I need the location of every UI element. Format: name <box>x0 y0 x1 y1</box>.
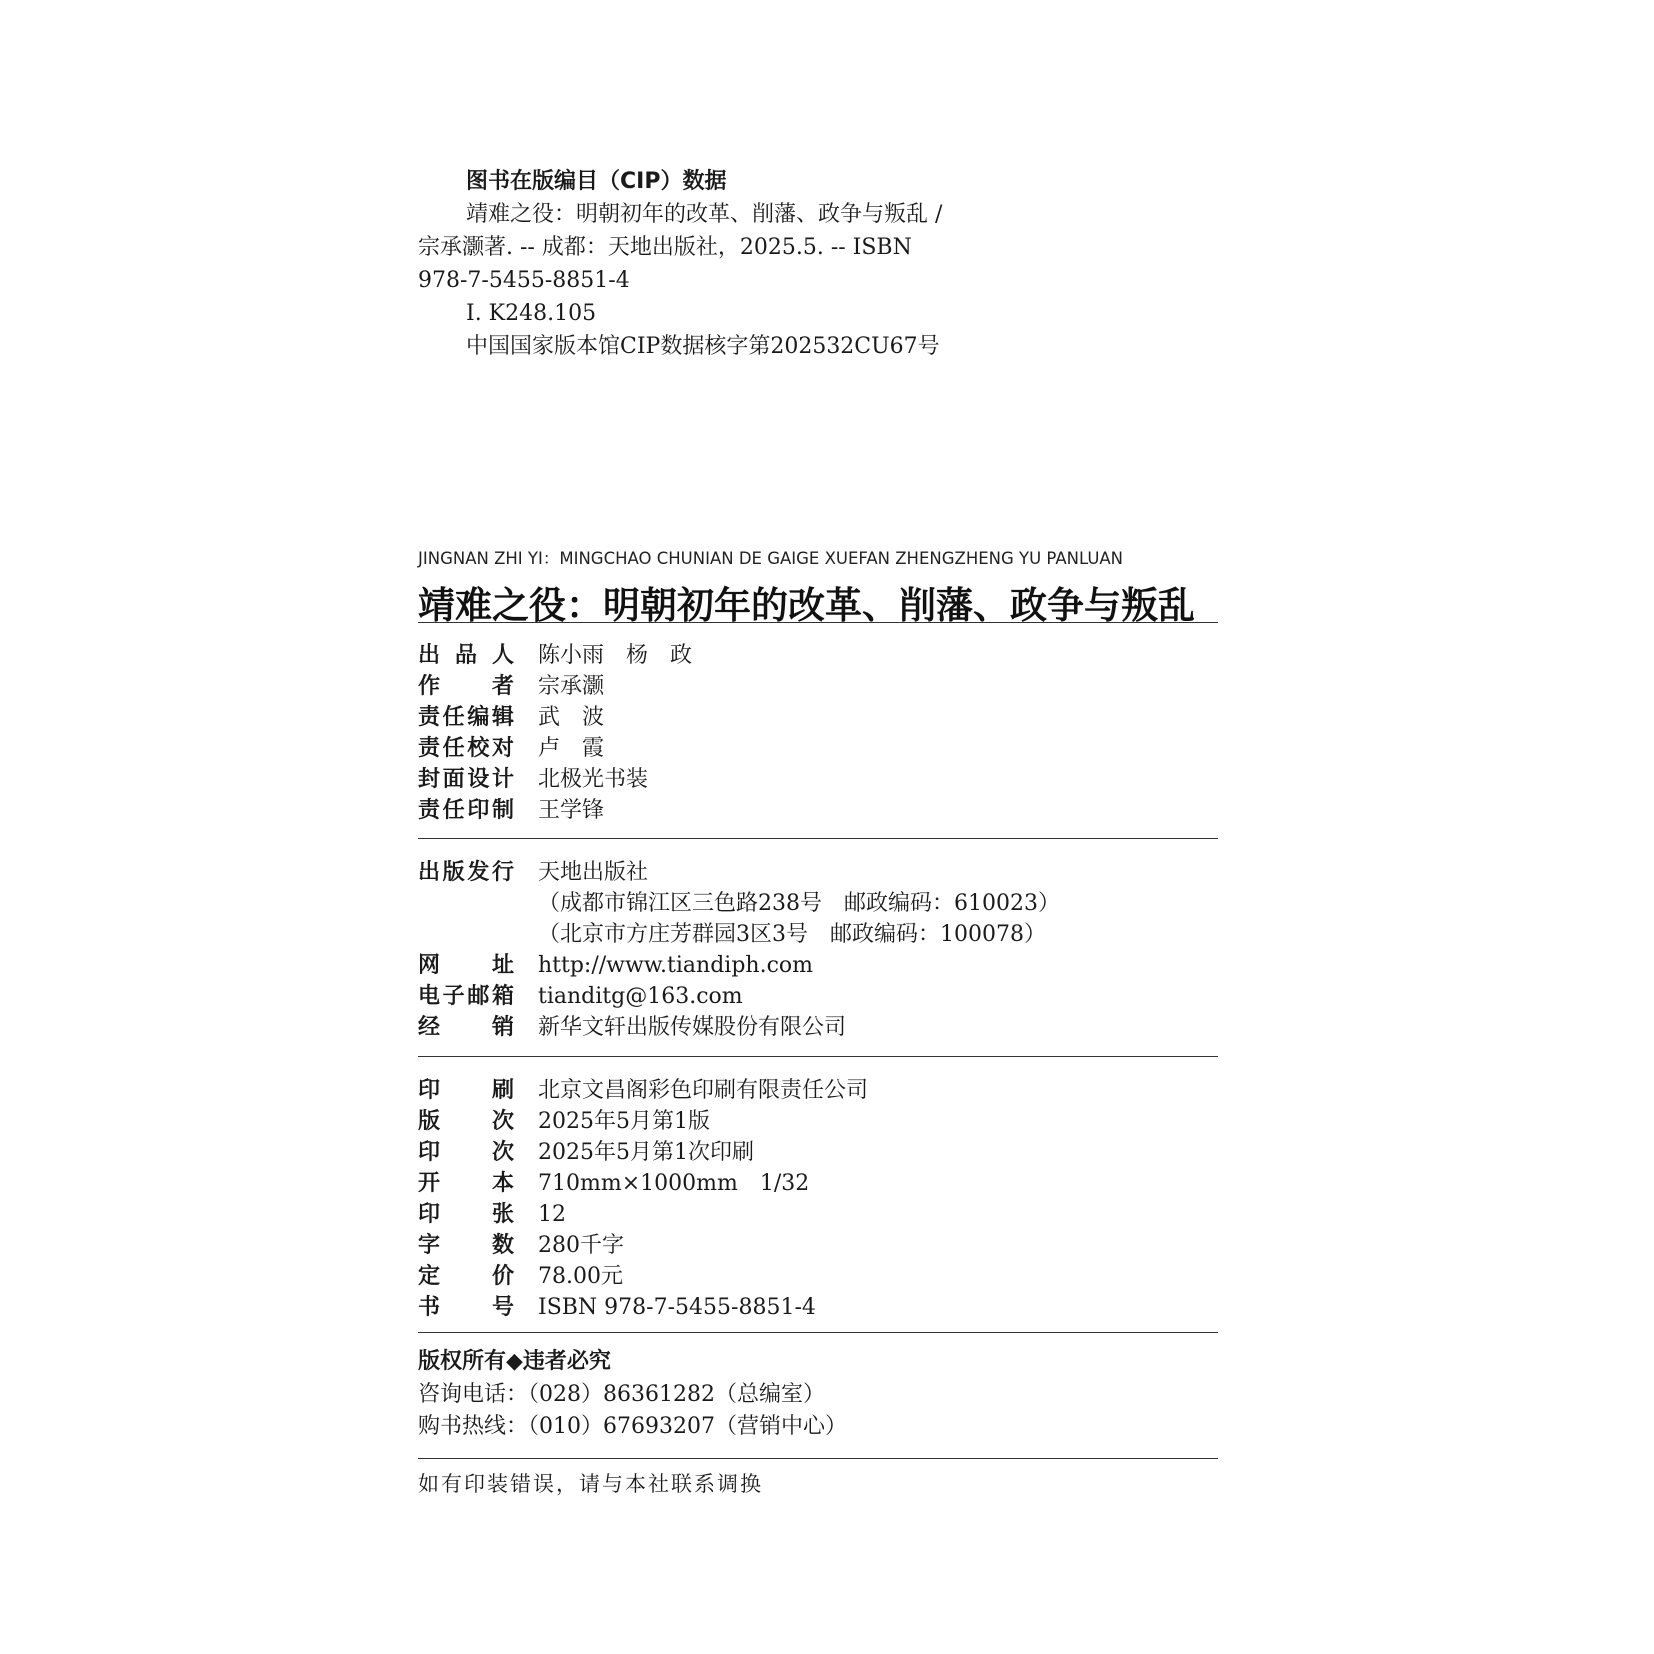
print-label: 定价 <box>418 1264 514 1289</box>
consult-phone: 咨询电话：（028）86361282（总编室） <box>418 1382 825 1407</box>
cip-block <box>418 165 1018 363</box>
website-link[interactable]: http://www.tiandiph.com <box>538 953 813 978</box>
print-value: 78.00元 <box>538 1264 623 1289</box>
divider <box>418 1332 1218 1333</box>
title-block <box>418 545 1218 629</box>
credit-row <box>418 671 1218 702</box>
email-label: 电子邮箱 <box>418 984 514 1009</box>
credit-row <box>418 733 1218 764</box>
cip-title-line: 靖难之役：明朝初年的改革、削藩、政争与叛乱 / <box>466 202 943 227</box>
credit-label: 作者 <box>418 674 514 699</box>
rights-heading: 版权所有◆违者必究 <box>418 1349 611 1374</box>
print-label: 印刷 <box>418 1078 514 1103</box>
print-row <box>418 1199 1218 1230</box>
sales-phone: 购书热线：（010）67693207（营销中心） <box>418 1414 847 1439</box>
credit-label: 责任校对 <box>418 736 514 761</box>
print-value: 2025年5月第1版 <box>538 1109 710 1134</box>
email-row <box>418 981 1218 1012</box>
cip-author-line: 宗承灏著. -- 成都：天地出版社，2025.5. -- ISBN <box>418 235 912 260</box>
print-value: 北京文昌阁彩色印刷有限责任公司 <box>538 1078 869 1103</box>
print-section <box>418 1075 1218 1323</box>
credit-row <box>418 764 1218 795</box>
print-row <box>418 1106 1218 1137</box>
print-value: ISBN 978-7-5455-8851-4 <box>538 1295 816 1320</box>
book-title: 靖难之役：明朝初年的改革、削藩、政争与叛乱 <box>418 584 1195 627</box>
cip-record-number: 中国国家版本馆CIP数据核字第202532CU67号 <box>466 334 940 359</box>
print-row <box>418 1230 1218 1261</box>
print-label: 字数 <box>418 1233 514 1258</box>
divider <box>418 1458 1218 1459</box>
credit-value: 武 波 <box>538 705 605 730</box>
cip-classification: Ⅰ. K248.105 <box>466 301 597 326</box>
print-value: 2025年5月第1次印刷 <box>538 1140 754 1165</box>
cip-isbn-line: 978-7-5455-8851-4 <box>418 268 630 293</box>
misprint-notice: 如有印装错误，请与本社联系调换 <box>418 1472 763 1496</box>
publisher-label: 出版发行 <box>418 860 514 885</box>
credit-value: 北极光书装 <box>538 767 649 792</box>
credit-row <box>418 640 1218 671</box>
publisher-address-beijing: （北京市方庄芳群园3区3号 邮政编码：100078） <box>538 922 1046 947</box>
title-pinyin: JINGNAN ZHI YI：MINGCHAO CHUNIAN DE GAIGE XUEFAN ZHENGZHENG YU PANLUAN <box>418 549 1124 568</box>
credit-value: 卢 霞 <box>538 736 605 761</box>
credit-value: 宗承灏 <box>538 674 605 699</box>
rights-section <box>418 1345 1218 1443</box>
publisher-address-chengdu: （成都市锦江区三色路238号 邮政编码：610023） <box>538 891 1060 916</box>
publisher-row <box>418 857 1218 888</box>
print-row <box>418 1075 1218 1106</box>
print-row <box>418 1137 1218 1168</box>
credit-row <box>418 795 1218 826</box>
credit-value: 王学锋 <box>538 798 605 823</box>
print-label: 开本 <box>418 1171 514 1196</box>
credit-label: 封面设计 <box>418 767 514 792</box>
publisher-address-row <box>418 919 1218 950</box>
credits-section <box>418 640 1218 826</box>
distributor-label: 经销 <box>418 1015 514 1040</box>
print-label: 版次 <box>418 1109 514 1134</box>
distributor-row <box>418 1012 1218 1043</box>
publisher-name: 天地出版社 <box>538 860 649 885</box>
credit-value: 陈小雨 杨 政 <box>538 643 693 668</box>
credit-label: 责任编辑 <box>418 705 514 730</box>
divider <box>418 622 1218 623</box>
print-label: 印张 <box>418 1202 514 1227</box>
credit-label: 出品人 <box>418 643 514 668</box>
divider <box>418 838 1218 839</box>
print-value: 710mm×1000mm 1/32 <box>538 1171 810 1196</box>
cip-heading: 图书在版编目（CIP）数据 <box>466 169 727 194</box>
divider <box>418 1056 1218 1057</box>
print-value: 280千字 <box>538 1233 624 1258</box>
print-row <box>418 1261 1218 1292</box>
print-row <box>418 1292 1218 1323</box>
credit-row <box>418 702 1218 733</box>
publisher-section <box>418 857 1218 1043</box>
print-label: 印次 <box>418 1140 514 1165</box>
print-label: 书号 <box>418 1295 514 1320</box>
email-address[interactable]: tianditg@163.com <box>538 984 743 1009</box>
website-label: 网址 <box>418 953 514 978</box>
website-row <box>418 950 1218 981</box>
print-row <box>418 1168 1218 1199</box>
credit-label: 责任印制 <box>418 798 514 823</box>
distributor-name: 新华文轩出版传媒股份有限公司 <box>538 1015 847 1040</box>
publisher-address-row <box>418 888 1218 919</box>
print-value: 12 <box>538 1202 566 1227</box>
